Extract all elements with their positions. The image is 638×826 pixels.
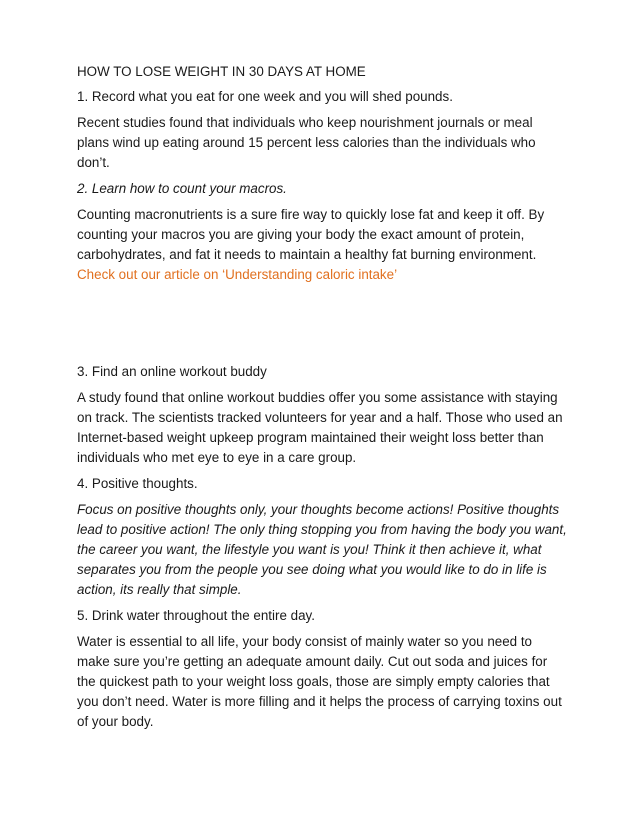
blank-space — [77, 291, 567, 362]
document-page — [77, 62, 567, 738]
document-title: HOW TO LOSE WEIGHT IN 30 DAYS AT HOME — [77, 64, 366, 79]
section-1-heading: 1. Record what you eat for one week and you will shed pounds. — [77, 89, 453, 104]
section-2-body: Counting macronutrients is a sure fire way to quickly lose fat and keep it off. By counting your macros you are giving your body the exact amount of protein, carbohydrates, and fat it needs to maintain a healthy fat burning environment. — [77, 207, 545, 262]
caloric-intake-article-link[interactable]: Check out our article on ‘Understanding caloric intake’ — [77, 267, 398, 282]
section-4-body: Focus on positive thoughts only, your thoughts become actions! Positive thoughts lead to positive action! The only thing stopping you from having the body you want, the career you want, the lifestyle you want is you! Think it then achieve it, what separates you from the people you see doing what you would like to do in life is action, its really that simple. — [77, 502, 567, 597]
section-5-heading: 5. Drink water throughout the entire day. — [77, 608, 315, 623]
section-2-heading: 2. Learn how to count your macros. — [77, 181, 287, 196]
section-3-body: A study found that online workout buddies offer you some assistance with staying on track. The scientists tracked volunteers for year and a half. Those who used an Internet-based weight upkeep program maintained their weight loss better than individuals who met eye to eye in a care group. — [77, 390, 563, 465]
section-3-heading: 3. Find an online workout buddy — [77, 364, 267, 379]
section-1-body: Recent studies found that individuals who keep nourishment journals or meal plans wind up eating around 15 percent less calories than the individuals who don’t. — [77, 115, 536, 170]
section-4-heading: 4. Positive thoughts. — [77, 476, 198, 491]
section-5-body: Water is essential to all life, your body consist of mainly water so you need to make sure you’re getting an adequate amount daily. Cut out soda and juices for the quickest path to your weight loss goals, those are simply empty calories that you don’t need. Water is more filling and it helps the process of carrying toxins out of your body. — [77, 634, 562, 729]
section-2-paragraph — [77, 205, 567, 285]
